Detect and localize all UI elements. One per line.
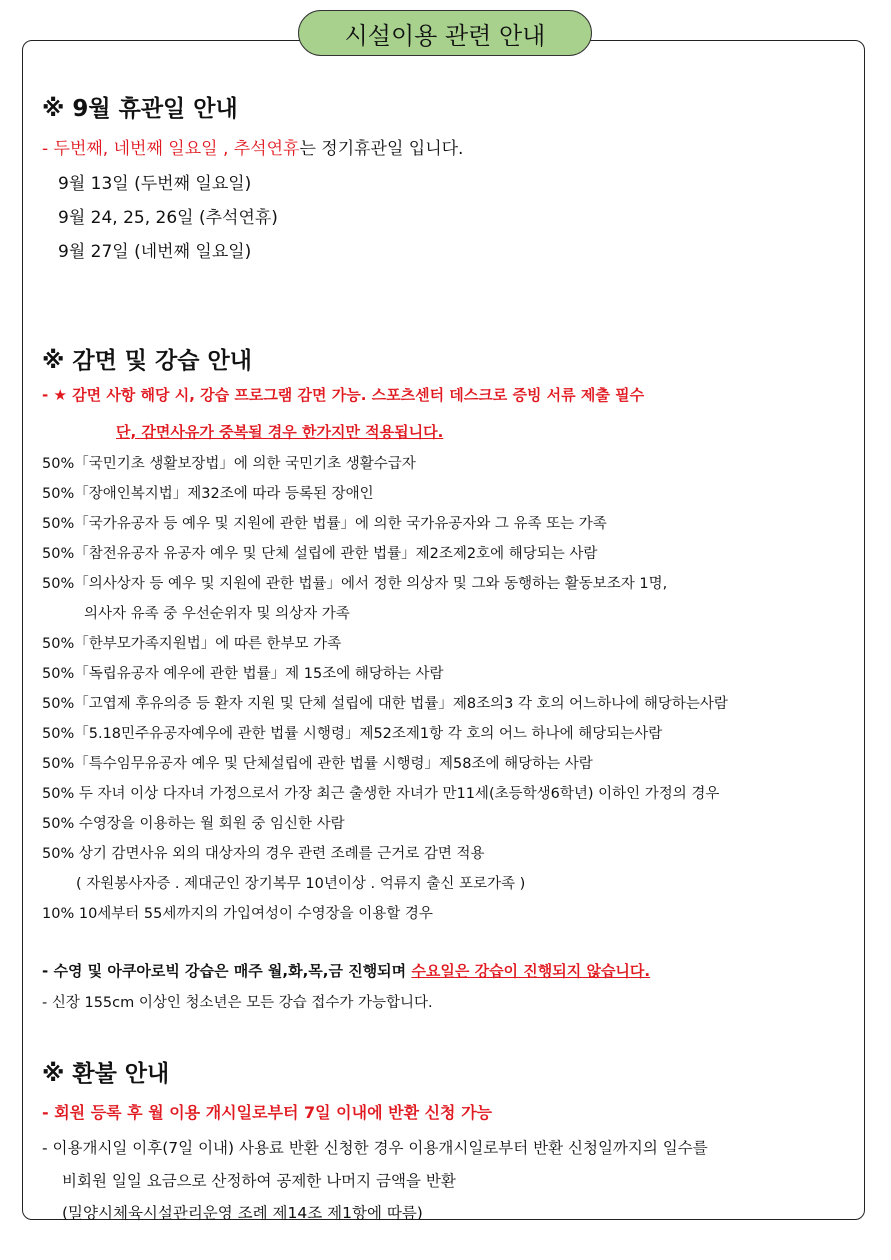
refund-rule-continuation: 비회원 일일 요금으로 산정하여 공제한 나머지 금액을 반환 [62,1172,456,1190]
discount-item: 50%「한부모가족지원법」에 따른 한부모 가족 [42,636,342,652]
closure-notice-highlight: - 두번째, 네번째 일요일 , 추석연휴 [42,139,300,159]
closure-notice-rest: 는 정기휴관일 입니다. [299,139,464,159]
closure-date: 9월 27일 (네번째 일요일) [58,242,252,262]
discount-item: 50%「국가유공자 등 예우 및 지원에 관한 법률」에 의한 국가유공자와 그 유족 또는 가족 [42,516,607,532]
discount-item: 10% 10세부터 55세까지의 가입여성이 수영장을 이용할 경우 [42,906,433,922]
class-schedule-text: - 수영 및 아쿠아로빅 강습은 매주 월,화,목,금 진행되며 [42,962,412,980]
refund-heading: ※ 환불 안내 [42,1061,170,1087]
discount-item: 50%「국민기초 생활보장법」에 의한 국민기초 생활수급자 [42,456,416,472]
discount-item-continuation: 의사자 유족 중 우선순위자 및 의상자 가족 [84,606,350,622]
discount-item: 50%「참전유공자 유공자 예우 및 단체 설립에 관한 법률」제2조제2호에 해당되는 사람 [42,546,598,562]
closure-date: 9월 24, 25, 26일 (추석연휴) [58,208,278,228]
discount-item: 50% 수영장을 이용하는 월 회원 중 임신한 사람 [42,816,345,832]
discount-notice-note: 단, 감면사유가 중복될 경우 한가지만 적용됩니다. [116,423,444,441]
class-schedule-highlight: 수요일은 강습이 진행되지 않습니다. [411,962,651,980]
discount-item: 50%「독립유공자 예우에 관한 법률」제 15조에 해당하는 사람 [42,666,444,682]
discount-notice: - ★ 감면 사항 해당 시, 강습 프로그램 감면 가능. 스포츠센터 데스크로 증빙 서류 제출 필수 [42,386,645,404]
refund-period: - 회원 등록 후 월 이용 개시일로부터 7일 이내에 반환 신청 가능 [42,1103,492,1122]
discount-item: 50% 두 자녀 이상 다자녀 가정으로서 가장 최근 출생한 자녀가 만11세(초등학생6학년) 이하인 가정의 경우 [42,786,720,802]
closure-heading: ※ 9월 휴관일 안내 [42,96,238,122]
page-title: 시설이용 관련 안내 [298,10,592,56]
discount-item: 50%「의사상자 등 예우 및 지원에 관한 법률」에서 정한 의상자 및 그와 동행하는 활동보조자 1명, [42,576,668,592]
discount-heading: ※ 감면 및 강습 안내 [42,348,252,374]
discount-item: 50% 상기 감면사유 외의 대상자의 경우 관련 조례를 근거로 감면 적용 [42,846,485,862]
discount-item: 50%「고엽제 후유의증 등 환자 지원 및 단체 설립에 대한 법률」제8조의3 각 호의 어느하나에 해당하는사람 [42,696,728,712]
discount-item: 50%「특수임무유공자 예우 및 단체설립에 관한 법률 시행령」제58조에 해당하는 사람 [42,756,593,772]
refund-legal-basis: (밀양시체육시설관리운영 조례 제14조 제1항에 따름) [62,1204,423,1222]
class-schedule-notice [42,960,650,981]
closure-date: 9월 13일 (두번째 일요일) [58,174,252,194]
closure-notice [42,134,463,159]
height-notice: - 신장 155cm 이상인 청소년은 모든 강습 접수가 가능합니다. [42,995,433,1011]
discount-item-continuation: ( 자원봉사자증 . 제대군인 장기복무 10년이상 . 억류지 출신 포로가족 ) [76,876,526,892]
discount-item: 50%「장애인복지법」제32조에 따라 등록된 장애인 [42,486,374,502]
discount-item: 50%「5.18민주유공자예우에 관한 법률 시행령」제52조제1항 각 호의 어느 하나에 해당되는사람 [42,726,663,742]
refund-rule: - 이용개시일 이후(7일 이내) 사용료 반환 신청한 경우 이용개시일로부터 반환 신청일까지의 일수를 [42,1139,708,1157]
